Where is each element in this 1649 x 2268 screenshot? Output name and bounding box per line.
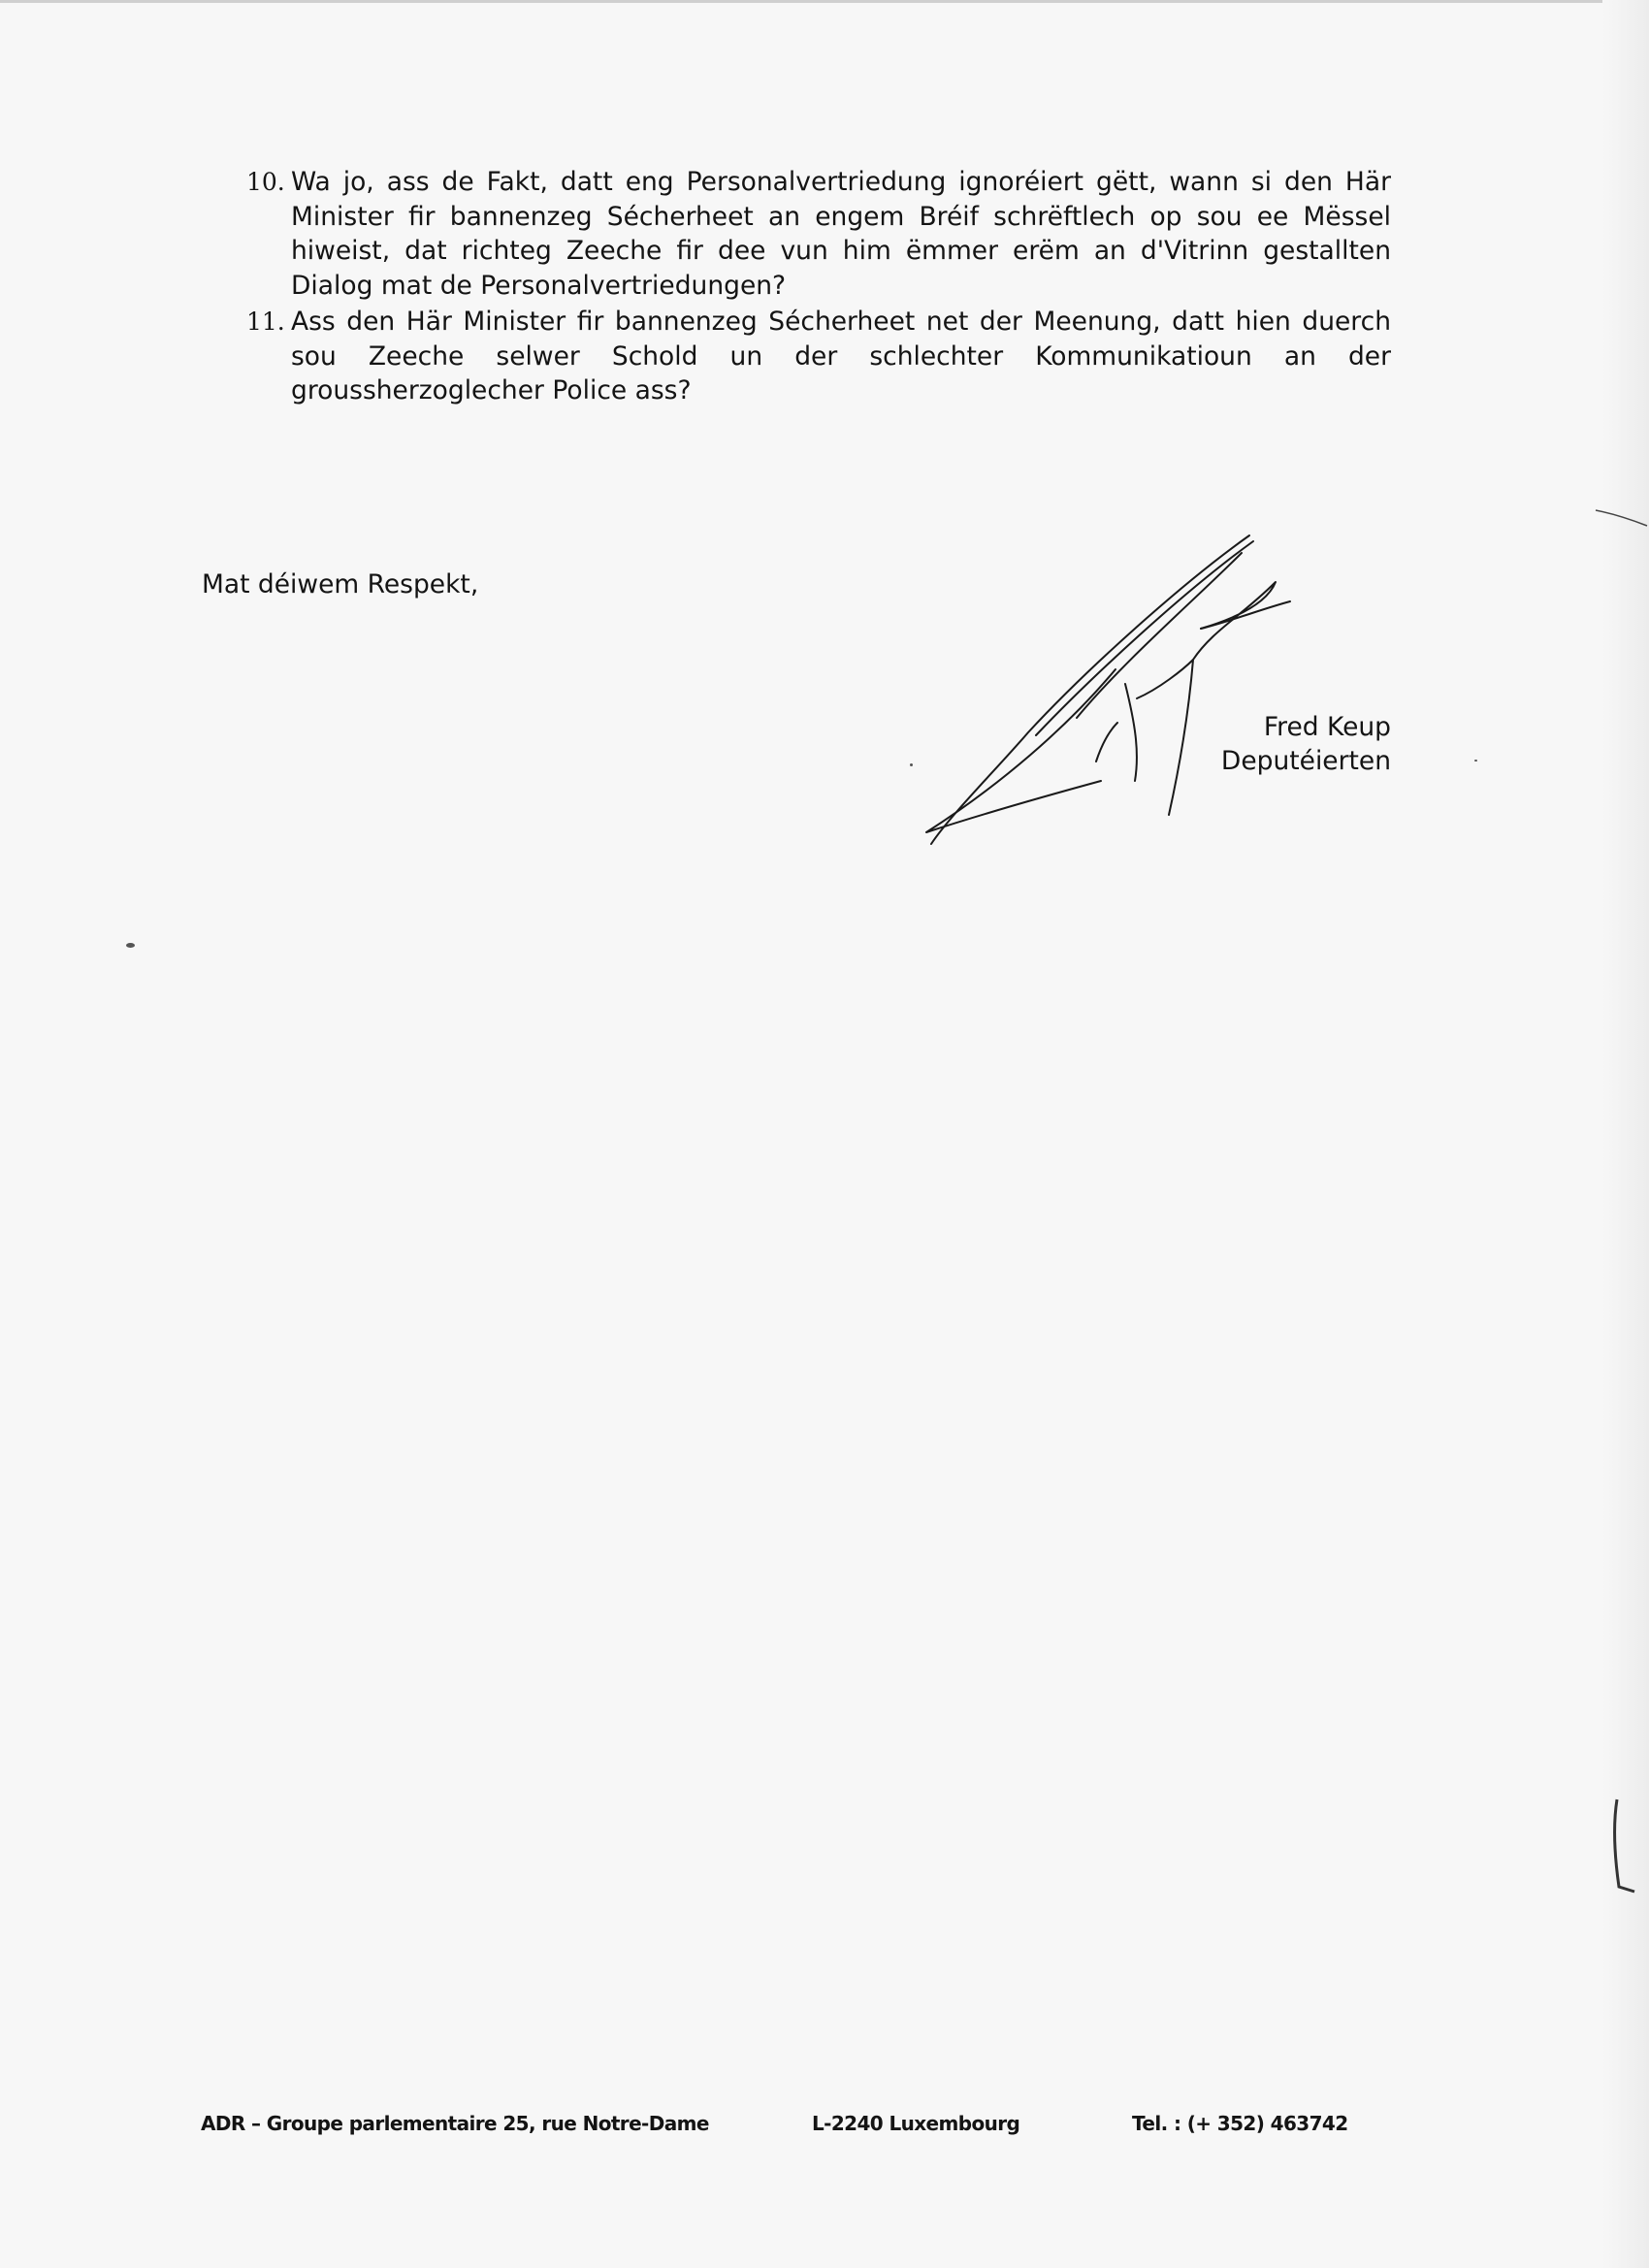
scan-speck (1474, 760, 1477, 761)
question-text: Wa jo, ass de Fakt, datt eng Personalvertriedung ignoréiert gëtt, wann si den Här Minister fir bannenzeg Sécherheet an engem Bréif schrëftlech op sou ee Mëssel hiweist, dat richteg Zeeche fir dee vun him ëmmer erëm an d'Vitrinn gestallten Dialog mat de Personalvertriedungen? (291, 167, 1391, 301)
scan-right-edge-shadow (1602, 0, 1649, 2268)
footer-group-address: ADR – Groupe parlementaire 25, rue Notre-Dame (201, 2112, 709, 2135)
signer-block (1221, 710, 1391, 778)
footer-phone: Tel. : (+ 352) 463742 (1132, 2112, 1348, 2135)
question-number: 11. (246, 308, 285, 336)
signer-title: Deputéierten (1220, 746, 1391, 776)
scan-speck (910, 763, 913, 766)
question-item (246, 165, 1391, 303)
question-text: Ass den Här Minister fir bannenzeg Sécherheet net der Meenung, datt hien duerch sou Zeeche selwer Schold un der schlechter Kommunikatioun an der groussherzoglecher Police ass? (291, 307, 1391, 405)
question-number: 10. (246, 168, 285, 196)
scan-speck (126, 943, 135, 948)
handwritten-signature (892, 524, 1300, 859)
footer-city: L-2240 Luxembourg (812, 2112, 1020, 2135)
question-list (246, 165, 1391, 408)
signer-name: Fred Keup (1263, 712, 1391, 742)
scan-top-edge (0, 0, 1630, 3)
question-item (246, 305, 1391, 408)
letterhead-footer (201, 2112, 1413, 2143)
scan-edge-mark (1605, 1795, 1644, 1901)
scan-edge-mark (1591, 504, 1649, 534)
closing-salutation: Mat déiwem Respekt, (202, 569, 479, 599)
